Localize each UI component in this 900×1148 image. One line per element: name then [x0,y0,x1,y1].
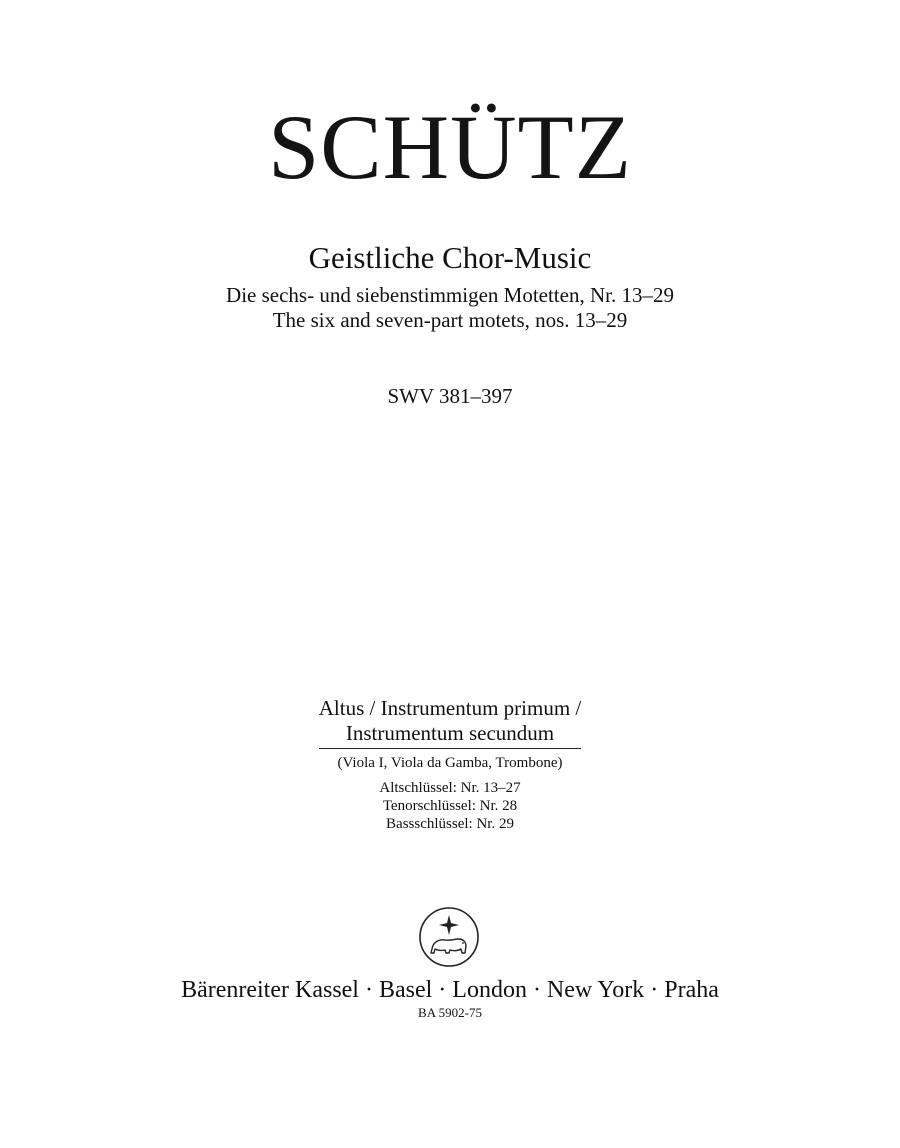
clef-note-alto: Altschlüssel: Nr. 13–27 [379,780,521,796]
instrument-list: (Viola I, Viola da Gamba, Trombone) [337,755,563,771]
clef-note-tenor: Tenorschlüssel: Nr. 28 [382,798,518,814]
baerenreiter-bear-star-logo-icon [418,906,480,968]
composer-name: SCHÜTZ [268,96,632,198]
subtitle-english: The six and seven-part motets, nos. 13–29 [272,308,628,332]
part-name-line-1: Altus / Instrumentum primum / [318,696,582,720]
subtitle-german: Die sechs- und siebenstimmigen Motetten, Nr. 13–29 [226,283,674,307]
catalogue-number: SWV 381–397 [387,384,513,408]
work-title: Geistliche Chor-Music [308,240,592,275]
part-name-line-2: Instrumentum secundum [345,721,555,745]
part-name-underline [319,748,581,749]
clef-note-bass: Bassschlüssel: Nr. 29 [386,816,514,832]
edition-number: BA 5902-75 [418,1005,482,1020]
publisher-cities: Bärenreiter Kassel · Basel · London · New York · Praha [181,977,719,1003]
